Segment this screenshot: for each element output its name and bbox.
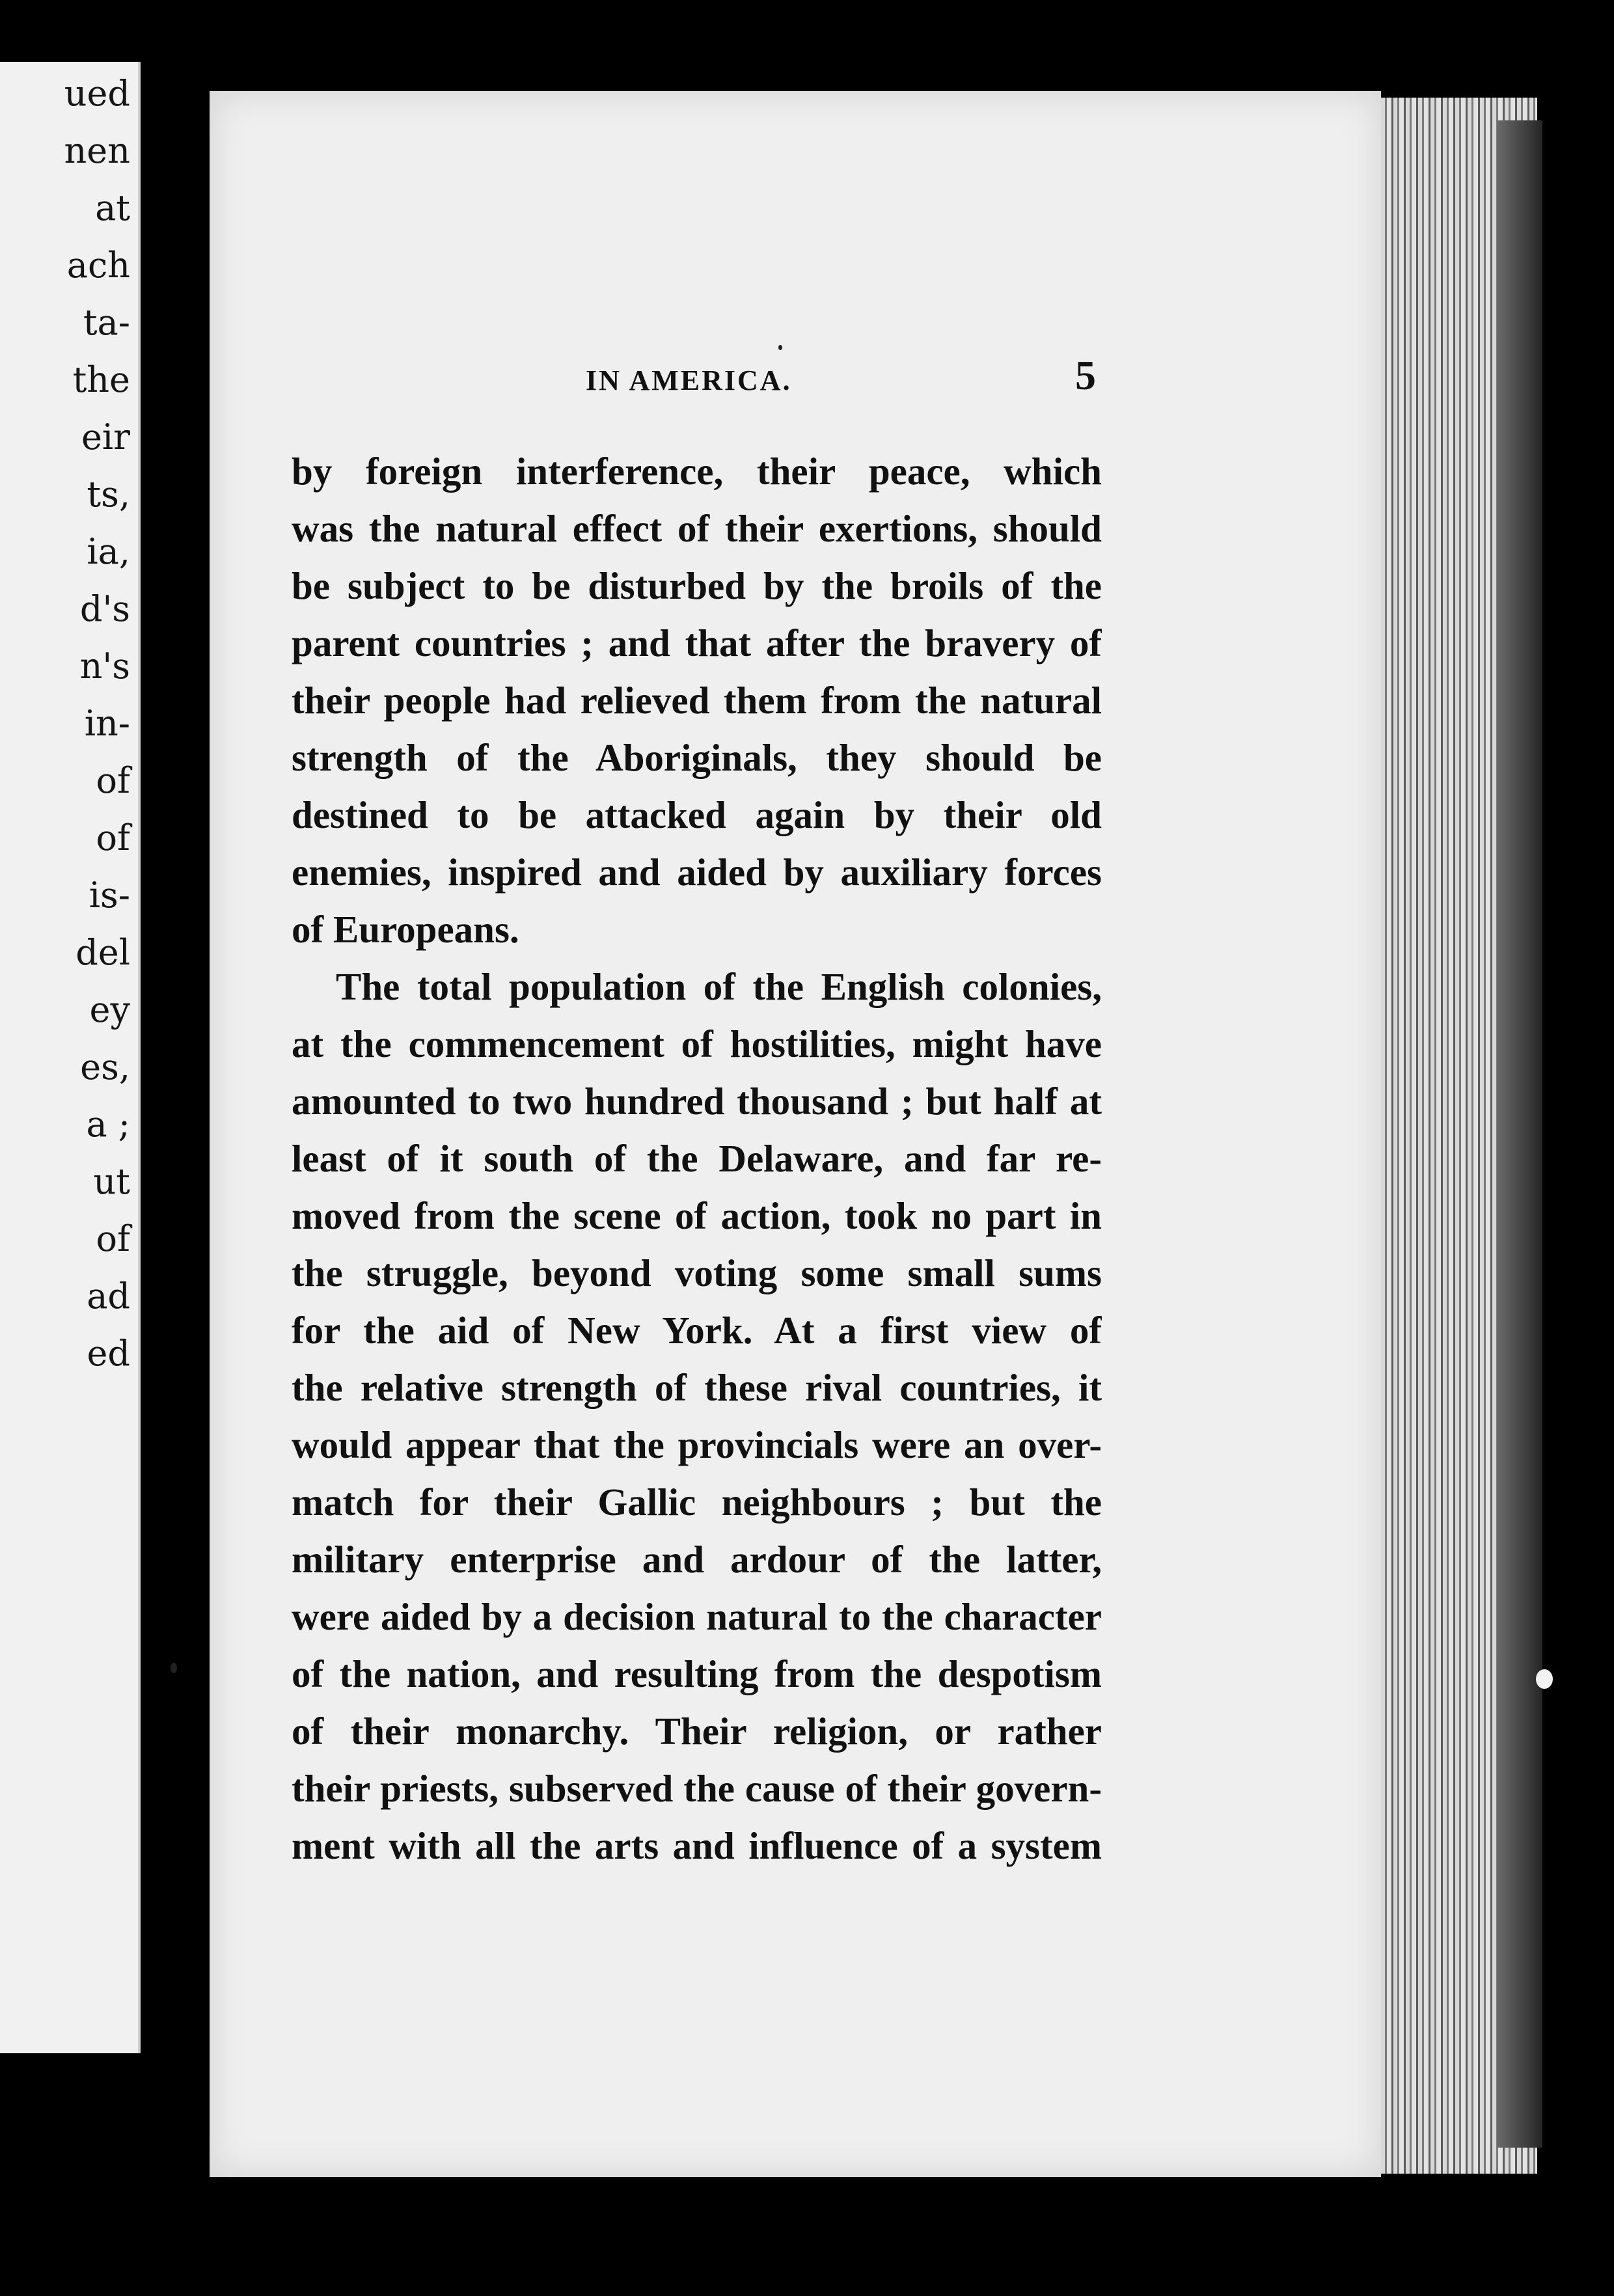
text-line: by foreign interference, their peace, which [292, 450, 1102, 493]
left-page-text-fragment: ad [87, 1276, 130, 1317]
text-line: strength of the Aboriginals, they should be [292, 736, 1102, 779]
left-page-text-fragment: nen [64, 130, 130, 171]
scan-speck [171, 1663, 177, 1673]
text-line: moved from the scene of action, took no part in [292, 1194, 1102, 1237]
text-line: would appear that the provincials were an over- [292, 1423, 1102, 1466]
scan-speck [1536, 1669, 1553, 1689]
text-line: was the natural effect of their exertions, should [292, 507, 1102, 550]
left-page-text-fragment: d's [79, 588, 130, 629]
text-line: The total population of the English colonies, [336, 965, 1102, 1008]
left-page-text-fragment: ta- [83, 302, 130, 343]
left-page-text-fragment: is- [89, 875, 130, 916]
left-page-text-fragment: ued [64, 73, 130, 114]
scan-speck [778, 345, 782, 350]
left-page-text-fragment: del [75, 932, 130, 973]
text-line: of their monarchy. Their religion, or rather [292, 1710, 1102, 1753]
left-page-text-fragment: ia, [87, 531, 130, 572]
text-line: amounted to two hundred thousand ; but half at [292, 1080, 1102, 1123]
text-line: of the nation, and resulting from the despotism [292, 1652, 1102, 1695]
text-line: were aided by a decision natural to the character [292, 1595, 1102, 1638]
left-page-text-fragment: eir [81, 417, 130, 458]
page-header [0, 352, 1614, 407]
text-line: enemies, inspired and aided by auxiliary forces [292, 851, 1102, 894]
text-line: parent countries ; and that after the bravery of [292, 622, 1102, 664]
text-line: of Europeans. [292, 908, 519, 951]
left-page-text-fragment: ed [87, 1333, 130, 1374]
text-line: the struggle, beyond voting some small sums [292, 1251, 1102, 1294]
left-page-text-fragment: es, [80, 1046, 130, 1087]
page-edges-shadow [1497, 120, 1542, 2148]
left-page-text-fragment: ts, [87, 474, 130, 515]
text-line: military enterprise and ardour of the latter, [292, 1538, 1102, 1581]
left-page-text-fragment: in- [84, 703, 130, 744]
left-page-text-fragment: of [96, 760, 130, 801]
running-head: IN AMERICA. [586, 364, 792, 396]
left-page-text-fragment: a ; [86, 1104, 130, 1145]
text-line: for the aid of New York. At a first view of [292, 1309, 1102, 1352]
text-line: the relative strength of these rival countries, it [292, 1366, 1102, 1409]
left-page-text-fragment: ut [93, 1161, 130, 1202]
left-page-text-fragment: the [72, 359, 130, 400]
left-page-text-fragment: of [96, 817, 130, 858]
left-page-text-fragment: ey [89, 989, 130, 1030]
body-text [292, 443, 1102, 1874]
text-line: their people had relieved them from the natural [292, 679, 1102, 722]
left-page-text-fragment: ach [66, 245, 130, 286]
left-page-text-fragment: n's [79, 646, 130, 687]
left-page-text-fragment: at [95, 187, 130, 228]
text-line: match for their Gallic neighbours ; but the [292, 1481, 1102, 1524]
page-number: 5 [1075, 352, 1096, 398]
text-line: destined to be attacked again by their old [292, 793, 1102, 836]
text-line: at the commencement of hostilities, might have [292, 1022, 1102, 1065]
text-line: their priests, subserved the cause of their govern- [292, 1767, 1102, 1810]
left-page-text-fragment: of [96, 1218, 130, 1259]
text-line: ment with all the arts and influence of a system [292, 1824, 1102, 1867]
text-line: be subject to be disturbed by the broils of the [292, 564, 1102, 607]
text-line: least of it south of the Delaware, and far re- [292, 1137, 1102, 1180]
